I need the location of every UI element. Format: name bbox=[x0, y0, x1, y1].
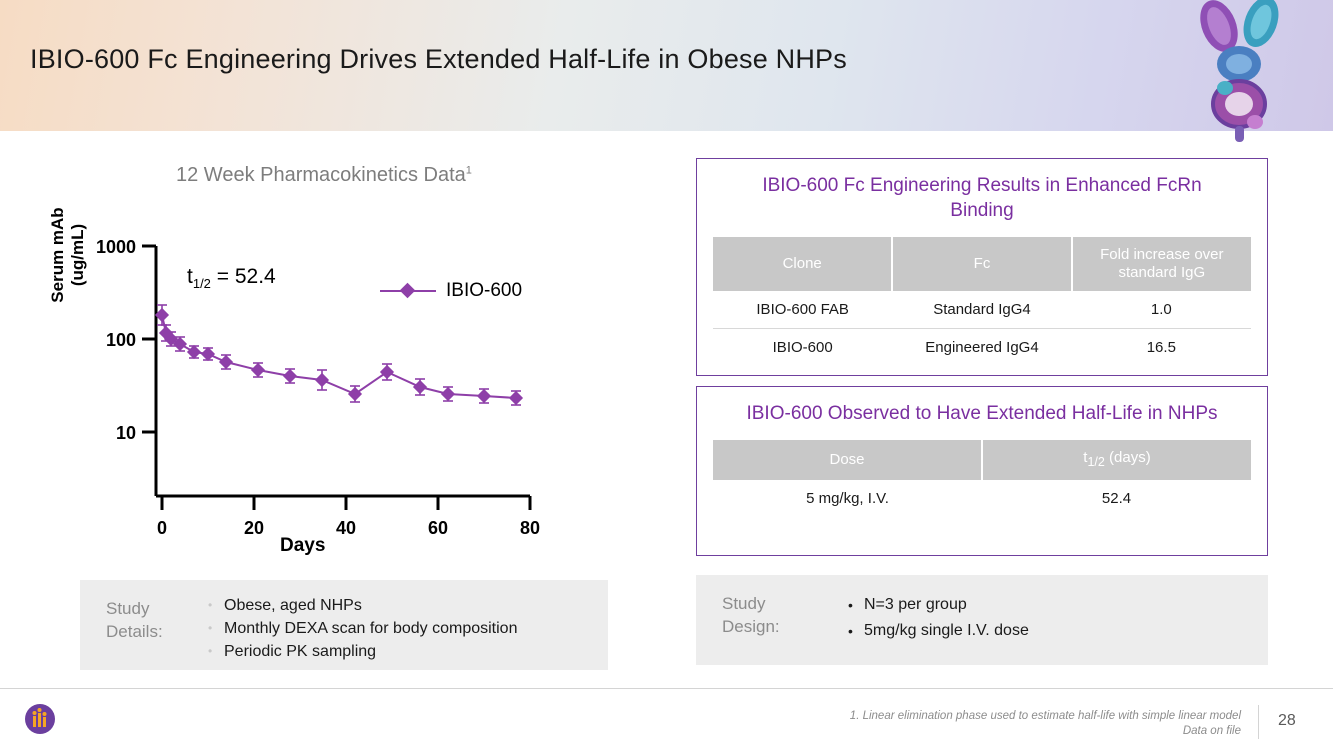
cell-halflife: 52.4 bbox=[1101, 490, 1132, 507]
table-row bbox=[713, 291, 1251, 329]
svg-text:10: 10 bbox=[115, 423, 136, 443]
svg-text:20: 20 bbox=[243, 518, 265, 538]
fcrn-panel-title: IBIO-600 Fc Engineering Results in Enhanced FcRn Binding bbox=[762, 175, 1202, 221]
halflife-annotation-value: = 52.4 bbox=[210, 265, 276, 288]
study-design-list bbox=[846, 592, 1029, 644]
svg-text:60: 60 bbox=[427, 518, 449, 538]
list-item: • Monthly DEXA scan for body composition bbox=[224, 617, 517, 640]
y-axis-label-line1: Serum mAb bbox=[48, 207, 67, 303]
table-row bbox=[713, 329, 1251, 367]
table-row bbox=[713, 480, 1251, 517]
study-details-label bbox=[106, 597, 163, 643]
halflife-annotation-sub: 1/2 bbox=[192, 276, 211, 292]
cell-fold: 16.5 bbox=[1146, 339, 1176, 356]
cell-dose: 5 mg/kg, I.V. bbox=[806, 490, 889, 507]
y-axis-label-line2: (ug/mL) bbox=[68, 223, 87, 287]
svg-text:1000: 1000 bbox=[95, 237, 136, 257]
x-axis-label: Days bbox=[280, 535, 326, 556]
footnote-line2: Data on file bbox=[1182, 725, 1241, 737]
study-design-label-line2: Design: bbox=[722, 617, 780, 636]
fcrn-table bbox=[713, 237, 1251, 366]
chart-title bbox=[176, 164, 472, 187]
cell-fc: Standard IgG4 bbox=[892, 291, 1071, 329]
study-design-box bbox=[696, 575, 1268, 665]
halflife-panel-title: IBIO-600 Observed to Have Extended Half-Life in NHPs bbox=[746, 403, 1218, 424]
study-design-label-line1: Study bbox=[722, 594, 766, 613]
halflife-table bbox=[713, 440, 1251, 517]
page-number: 28 bbox=[1278, 712, 1296, 729]
column-header-halflife: $t_{1/2}$ (days) bbox=[982, 440, 1251, 480]
study-details-label-line1: Study bbox=[106, 599, 150, 618]
company-logo-icon bbox=[24, 703, 56, 735]
column-header-fold-increase: Fold increase over standard IgG bbox=[1072, 237, 1251, 291]
study-details-label-line2: Details: bbox=[106, 622, 163, 641]
table-header-row bbox=[713, 237, 1251, 291]
column-header-dose: Dose bbox=[713, 440, 982, 480]
footnote bbox=[850, 709, 1241, 739]
chart-title-text: 12 Week Pharmacokinetics Data bbox=[176, 164, 466, 186]
column-header-clone: Clone bbox=[713, 237, 892, 291]
list-item: • Obese, aged NHPs bbox=[224, 594, 517, 617]
column-header-fc: Fc bbox=[892, 237, 1071, 291]
cell-clone: IBIO-600 bbox=[772, 339, 833, 356]
page-title: IBIO-600 Fc Engineering Drives Extended Half-Life in Obese NHPs bbox=[30, 44, 847, 74]
table-header-row bbox=[713, 440, 1251, 480]
cell-clone: IBIO-600 FAB bbox=[713, 291, 892, 329]
footnote-line1: 1. Linear elimination phase used to estimate half-life with simple linear model bbox=[849, 710, 1241, 722]
pk-line-chart bbox=[80, 228, 620, 568]
svg-text:100: 100 bbox=[105, 330, 136, 350]
chart-title-footnote-ref: 1 bbox=[465, 164, 472, 177]
svg-text:0: 0 bbox=[156, 518, 168, 538]
footer-divider bbox=[0, 688, 1333, 689]
halflife-annotation-t: t bbox=[187, 265, 193, 288]
fcrn-binding-panel bbox=[696, 158, 1268, 376]
list-item: • N=3 per group bbox=[864, 592, 1029, 618]
study-details-box bbox=[80, 580, 608, 670]
cell-fc: Engineered IgG4 bbox=[925, 339, 1039, 356]
cell-fold: 1.0 bbox=[1072, 291, 1251, 329]
legend-series-label: IBIO-600 bbox=[446, 280, 523, 301]
antibody-molecule-icon bbox=[1165, 0, 1315, 152]
list-item: • 5mg/kg single I.V. dose bbox=[864, 618, 1029, 644]
slide-header bbox=[0, 0, 1333, 131]
halflife-panel bbox=[696, 386, 1268, 556]
study-details-list bbox=[206, 594, 517, 663]
svg-text:80: 80 bbox=[519, 518, 541, 538]
svg-text:40: 40 bbox=[335, 518, 357, 538]
column-header-halflife-sub: 1/2 bbox=[1087, 455, 1105, 469]
list-item: • Periodic PK sampling bbox=[224, 640, 517, 663]
study-design-label bbox=[722, 592, 780, 638]
page-number-divider bbox=[1258, 705, 1259, 739]
